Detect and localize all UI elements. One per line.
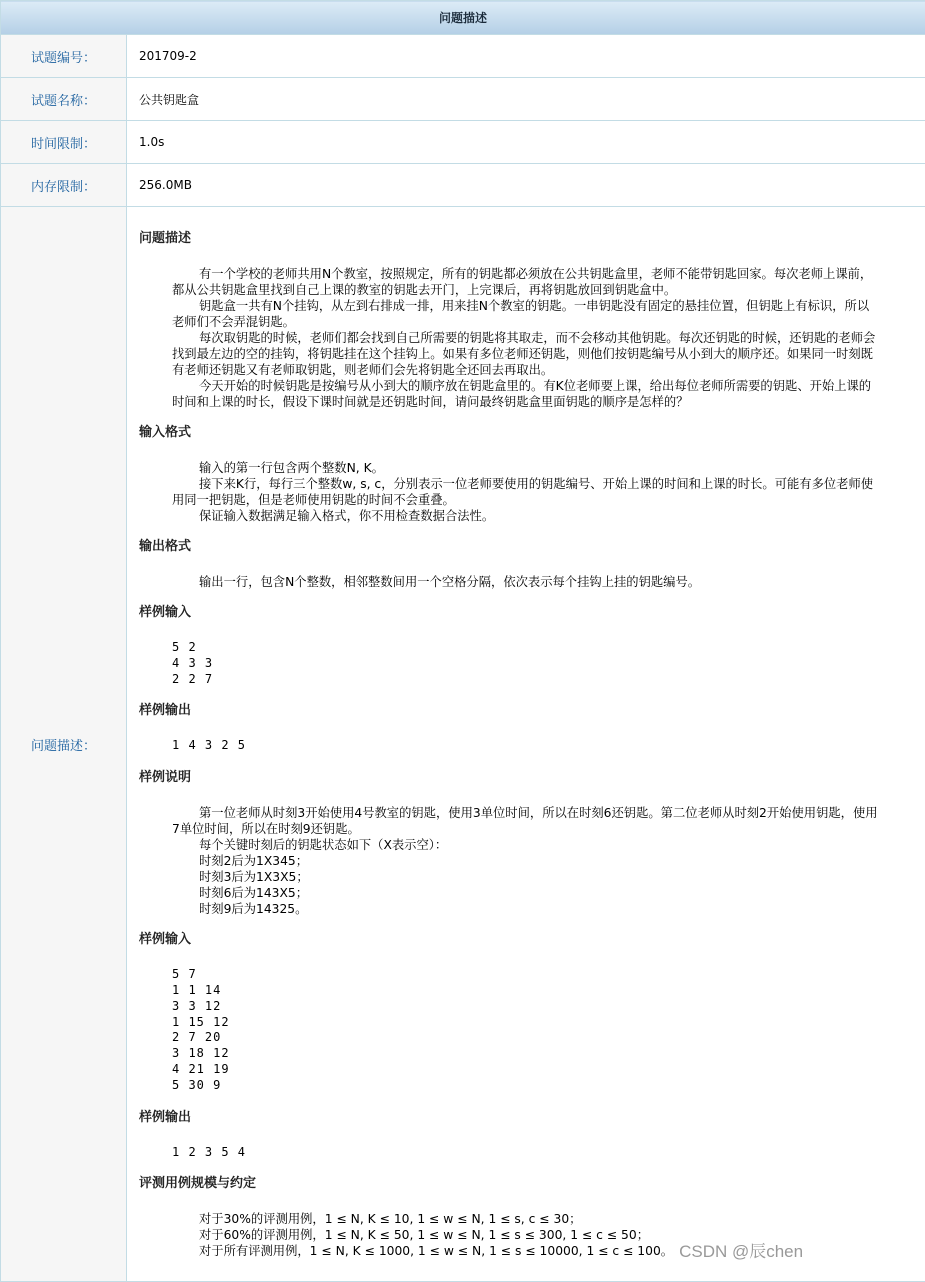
- time-label: 时间限制：: [1, 121, 127, 164]
- output-block: [139, 574, 879, 590]
- input-block: [139, 460, 879, 524]
- paragraph: 每次取钥匙的时候，老师们都会找到自己所需要的钥匙将其取走，而不会移动其他钥匙。每次还钥匙的时候，还钥匙的老师会找到最左边的空的挂钩，将钥匙挂在这个挂钩上。如果有多位老师还钥匙，则他们按钥匙编号从小到大的顺序还。如果同一时刻既有老师还钥匙又有老师取钥匙，则老师们会先将钥匙全还回去再取出。: [172, 330, 879, 378]
- paragraph: 时刻2后为1X345；: [172, 853, 879, 869]
- id-value: 201709-2: [127, 35, 925, 78]
- section-title: 样例输出: [139, 701, 913, 721]
- id-label: 试题编号：: [1, 35, 127, 78]
- description-content: [127, 207, 925, 1282]
- row-description: [1, 207, 925, 1282]
- paragraph: 输出一行，包含N个整数，相邻整数间用一个空格分隔，依次表示每个挂钩上挂的钥匙编号。: [172, 574, 879, 590]
- paragraph: 保证输入数据满足输入格式，你不用检查数据合法性。: [172, 508, 879, 524]
- paragraph: 输入的第一行包含两个整数N, K。: [172, 460, 879, 476]
- memory-value: 256.0MB: [127, 164, 925, 207]
- section-title: 问题描述: [139, 229, 913, 249]
- memory-label: 内存限制：: [1, 164, 127, 207]
- table-header: 问题描述: [1, 1, 925, 35]
- paragraph: 时刻9后为14325。: [172, 901, 879, 917]
- section-title: 样例说明: [139, 768, 913, 788]
- section-title: 评测用例规模与约定: [139, 1174, 913, 1194]
- section-title: 样例输入: [139, 930, 913, 950]
- explain-block: [139, 805, 879, 917]
- sample-output-1: 1 4 3 2 5: [172, 738, 913, 754]
- paragraph: 时刻6后为143X5；: [172, 885, 879, 901]
- time-value: 1.0s: [127, 121, 925, 164]
- paragraph: 对于60%的评测用例，1 ≤ N, K ≤ 50, 1 ≤ w ≤ N, 1 ≤ s ≤ 300, 1 ≤ c ≤ 50；: [172, 1227, 909, 1243]
- row-id: [1, 35, 925, 78]
- paragraph: 第一位老师从时刻3开始使用4号教室的钥匙，使用3单位时间，所以在时刻6还钥匙。第二位老师从时刻2开始使用钥匙，使用7单位时间，所以在时刻9还钥匙。: [172, 805, 879, 837]
- paragraph: 今天开始的时候钥匙是按编号从小到大的顺序放在钥匙盒里的。有K位老师要上课，给出每位老师所需要的钥匙、开始上课的时间和上课的时长，假设下课时间就是还钥匙时间，请问最终钥匙盒里面钥匙的顺序是怎样的？: [172, 378, 879, 410]
- paragraph: [172, 1243, 909, 1260]
- row-name: [1, 78, 925, 121]
- paragraph: 有一个学校的老师共用N个教室，按照规定，所有的钥匙都必须放在公共钥匙盒里，老师不能带钥匙回家。每次老师上课前，都从公共钥匙盒里找到自己上课的教室的钥匙去开门，上完课后，再将钥匙放回到钥匙盒中。: [172, 266, 879, 298]
- paragraph: 钥匙盒一共有N个挂钩，从左到右排成一排，用来挂N个教室的钥匙。一串钥匙没有固定的悬挂位置，但钥匙上有标识，所以老师们不会弄混钥匙。: [172, 298, 879, 330]
- paragraph: 接下来K行，每行三个整数w, s, c，分别表示一位老师要使用的钥匙编号、开始上课的时间和上课的时长。可能有多位老师使用同一把钥匙，但是老师使用钥匙的时间不会重叠。: [172, 476, 879, 508]
- name-value: 公共钥匙盒: [127, 78, 925, 121]
- section-title: 样例输出: [139, 1108, 913, 1128]
- paragraph: 时刻3后为1X3X5；: [172, 869, 879, 885]
- paragraph-text: 对于所有评测用例，1 ≤ N, K ≤ 1000, 1 ≤ w ≤ N, 1 ≤ s ≤ 10000, 1 ≤ c ≤ 100。: [199, 1244, 673, 1258]
- watermark: CSDN @辰chen: [679, 1244, 803, 1260]
- sample-output-2: 1 2 3 5 4: [172, 1145, 913, 1161]
- section-title: 输入格式: [139, 423, 913, 443]
- scale-block: [139, 1211, 909, 1260]
- sample-input-1: 5 2 4 3 3 2 2 7: [172, 640, 913, 687]
- description-label: 问题描述：: [1, 207, 127, 1282]
- section-title: 输出格式: [139, 537, 913, 557]
- row-time: [1, 121, 925, 164]
- desc-block: [139, 266, 879, 410]
- paragraph: 对于30%的评测用例，1 ≤ N, K ≤ 10, 1 ≤ w ≤ N, 1 ≤ s, c ≤ 30；: [172, 1211, 909, 1227]
- row-memory: [1, 164, 925, 207]
- name-label: 试题名称：: [1, 78, 127, 121]
- sample-input-2: 5 7 1 1 14 3 3 12 1 15 12 2 7 20 3 18 12 4 21 19 5 30 9: [172, 967, 913, 1093]
- section-title: 样例输入: [139, 603, 913, 623]
- paragraph: 每个关键时刻后的钥匙状态如下（X表示空）：: [172, 837, 879, 853]
